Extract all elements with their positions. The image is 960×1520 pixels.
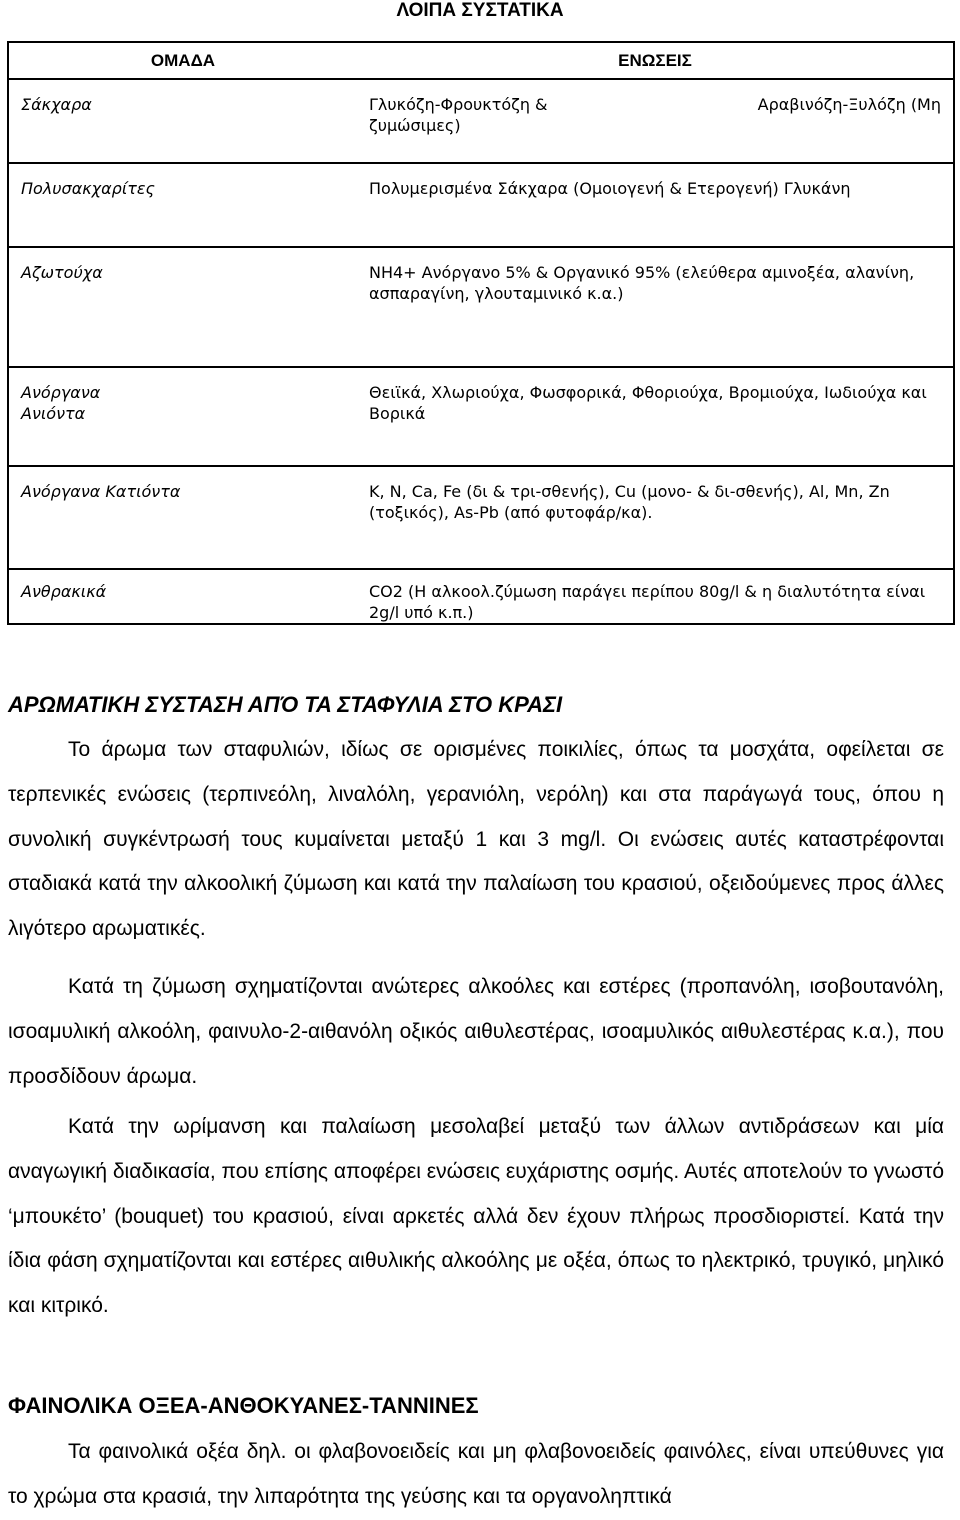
row-group <box>8 367 357 466</box>
row-group: Σάκχαρα <box>8 79 357 163</box>
page-title: ΛΟΙΠΑ ΣΥΣΤΑΤΙΚΑ <box>396 0 564 21</box>
phenolic-heading: ΦΑΙΝΟΛΙΚΑ ΟΞΕΑ-ΑΝΘΟΚΥΑΝΕΣ-ΤΑΝΝΙΝΕΣ <box>8 1393 479 1418</box>
aroma-paragraph-3: Κατά την ωρίμανση και παλαίωση μεσολαβεί μεταξύ των άλλων αντιδράσεων και μία αναγωγική διαδικασία, που επίσης αποφέρει ενώσεις ευχάριστης οσμής. Αυτές αποτελούν το γνωστό ‘μπουκέτο’ (bouquet) του κρασιού, είναι αρκετές αλλά δεν έχουν πλήρως προσδιοριστεί. Κατά την ίδια φάση σχηματίζονται και εστέρες αιθυλικής αλκοόλης με οξέα, όπως το ηλεκτρικό, τρυγικό, μηλικό και κιτρικό. <box>8 1115 944 1318</box>
row-compounds-cont: ζυμώσιμες) <box>369 116 461 135</box>
row-compounds: Θειϊκά, Χλωριούχα, Φωσφορικά, Φθοριούχα, Βρομιούχα, Ιωδιούχα και Βορικά <box>357 367 954 466</box>
row-group: Ανόργανα Κατιόντα <box>8 466 357 569</box>
header-group: ΟΜΑΔΑ <box>8 42 357 79</box>
row-compounds: CO2 (Η αλκοολ.ζύμωση παράγει περίπου 80g/l & η διαλυτότητα είναι 2g/l υπό κ.π.) <box>369 582 926 622</box>
row-compounds-right: Αραβινόζη-Ξυλόζη (Μη <box>757 95 941 114</box>
composition-table <box>7 41 955 625</box>
aroma-paragraph-1: Το άρωμα των σταφυλιών, ιδίως σε ορισμένες ποικιλίες, όπως τα μοσχάτα, οφείλεται σε τερπενικές ενώσεις (τερπινεόλη, λιναλόλη, γερανιόλη, νερόλη) και στα παράγωγά τους, όπου η συνολική συγκέντρωσή τους κυμαίνεται μεταξύ 1 και 3 mg/l. Οι ενώσεις αυτές καταστρέφονται σταδιακά κατά την αλκοολική ζύμωση και κατά την παλαίωση του κρασιού, οξειδούμενες προς άλλες λιγότερο αρωματικές. <box>8 738 944 941</box>
table-header-row <box>8 42 954 79</box>
phenolic-paragraph: Τα φαινολικά οξέα δηλ. οι φλαβονοειδείς και μη φλαβονοειδείς φαινόλες, είναι υπεύθυνες για το χρώμα στα κρασιά, την λιπαρότητα της γεύσης και τα οργανοληπτικά <box>8 1440 944 1508</box>
row-group: Πολυσακχαρίτες <box>8 163 357 247</box>
row-group: Αζωτούχα <box>8 247 357 367</box>
row-compounds <box>357 79 954 163</box>
header-compounds: ΕΝΩΣΕΙΣ <box>357 42 954 79</box>
table-row <box>8 163 954 247</box>
row-group: Ανθρακικά <box>21 582 107 601</box>
row-compounds: ΝΗ4+ Ανόργανο 5% & Οργανικό 95% (ελεύθερα αμινοξέα, αλανίνη, ασπαραγίνη, γλουταμινικό κ.α.) <box>357 247 954 367</box>
row-group-line1: Ανόργανα <box>21 383 101 402</box>
table-row <box>8 367 954 466</box>
row-compounds-left: Γλυκόζη-Φρουκτόζη & <box>369 95 548 114</box>
table-row <box>8 466 954 569</box>
row-group-line2: Ανιόντα <box>21 404 86 423</box>
aroma-heading: ΑΡΩΜΑΤΙΚΗ ΣΥΣΤΑΣΗ ΑΠΌ ΤΑ ΣΤΑΦΥΛΙΑ ΣΤΟ ΚΡΑΣΙ <box>8 692 563 717</box>
table-row <box>8 247 954 367</box>
table-row <box>8 79 954 163</box>
aroma-paragraph-2: Κατά τη ζύμωση σχηματίζονται ανώτερες αλκοόλες και εστέρες (προπανόλη, ισοβουτανόλη, ισοαμυλική αλκοόλη, φαινυλο-2-αιθανόλη οξικός αιθυλεστέρας, ισοαμυλικός αιθυλεστέρας κ.α.), που προσδίδουν άρωμα. <box>8 975 944 1088</box>
row-compounds: Πολυμερισμένα Σάκχαρα (Ομοιογενή & Ετερογενή) Γλυκάνη <box>357 163 954 247</box>
row-compounds: K, N, Ca, Fe (δι & τρι-σθενής), Cu (μονο- & δι-σθενής), Al, Mn, Zn (τοξικός), As-Pb (από φυτοφάρ/κα). <box>357 466 954 569</box>
table-row <box>8 569 954 624</box>
